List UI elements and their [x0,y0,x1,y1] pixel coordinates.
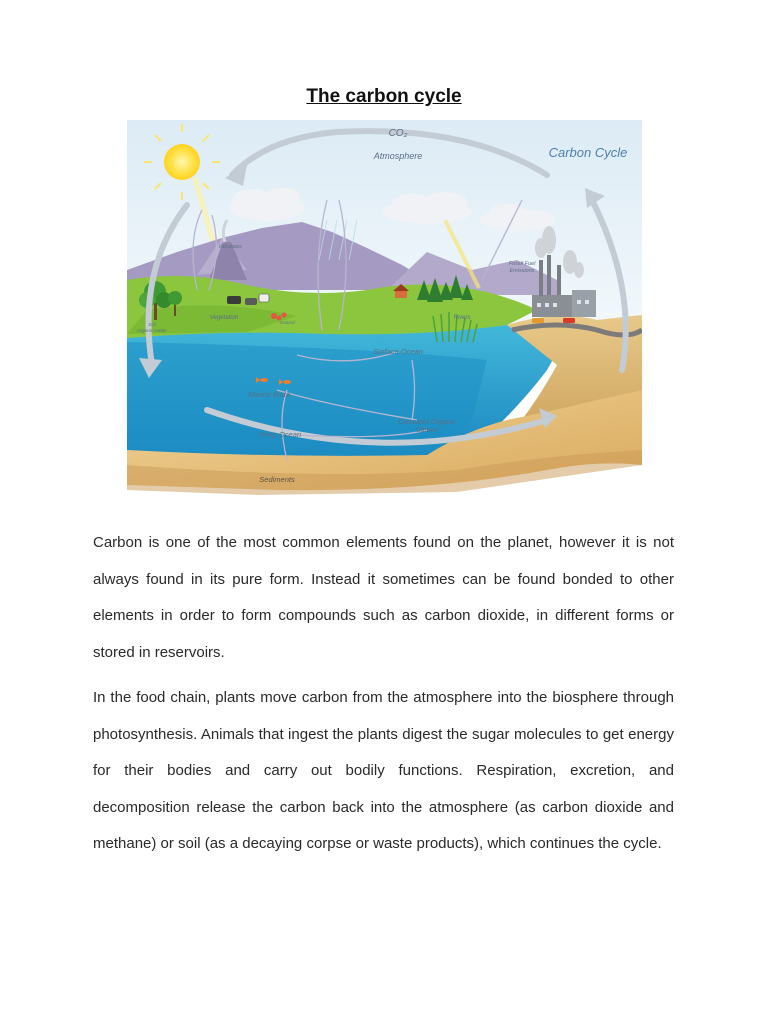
co2-label: CO₂ [388,128,408,139]
rivers-label: Rivers [453,315,471,321]
fossil-fuel-label: Fossil Fuel [508,261,536,267]
page-title: The carbon cycle [306,86,462,107]
dissolved-organic-label: Dissolved Organic [398,419,456,426]
emissions-label: Emissions [509,268,535,274]
ground-label: Ground [279,320,295,325]
surface-ocean-label: Surface Ocean [372,347,424,356]
carbon-label: Carbon [415,427,439,434]
organic-matter-label: Organic matter [137,328,167,333]
vegetation-label: Vegetation [209,315,239,321]
diagram-heading: Carbon Cycle [548,145,628,160]
deep-ocean-label: Deep Ocean [258,430,302,439]
marine-biota-label: Marine Biota [247,390,291,399]
sediments-label: Sediments [259,475,295,484]
volcanoes-label: Volcanoes [218,244,242,250]
paragraph-intro: Carbon is one of the most common elements found on the planet, however it is not always found in its pure form. Instead it sometimes can be found bonded to other elements in order to form compounds such as carbon dioxide, in different forms or stored in reservoirs. [93,534,674,661]
atmosphere-label: Atmosphere [373,151,423,161]
carbon-cycle-diagram [127,120,642,495]
soil-label: Soil [148,322,156,327]
paragraph-food-chain: In the food chain, plants move carbon from the atmosphere into the biosphere through photosynthesis. Animals that ingest the plants digest the sugar molecules to get energy for their bodies and carry out bodily functions. Respiration, excretion, and decomposition release the carbon back into the atmosphere (as carbon dioxide and methane) or soil (as a decaying corpse or waste products), which continues the cycle. [93,689,674,852]
